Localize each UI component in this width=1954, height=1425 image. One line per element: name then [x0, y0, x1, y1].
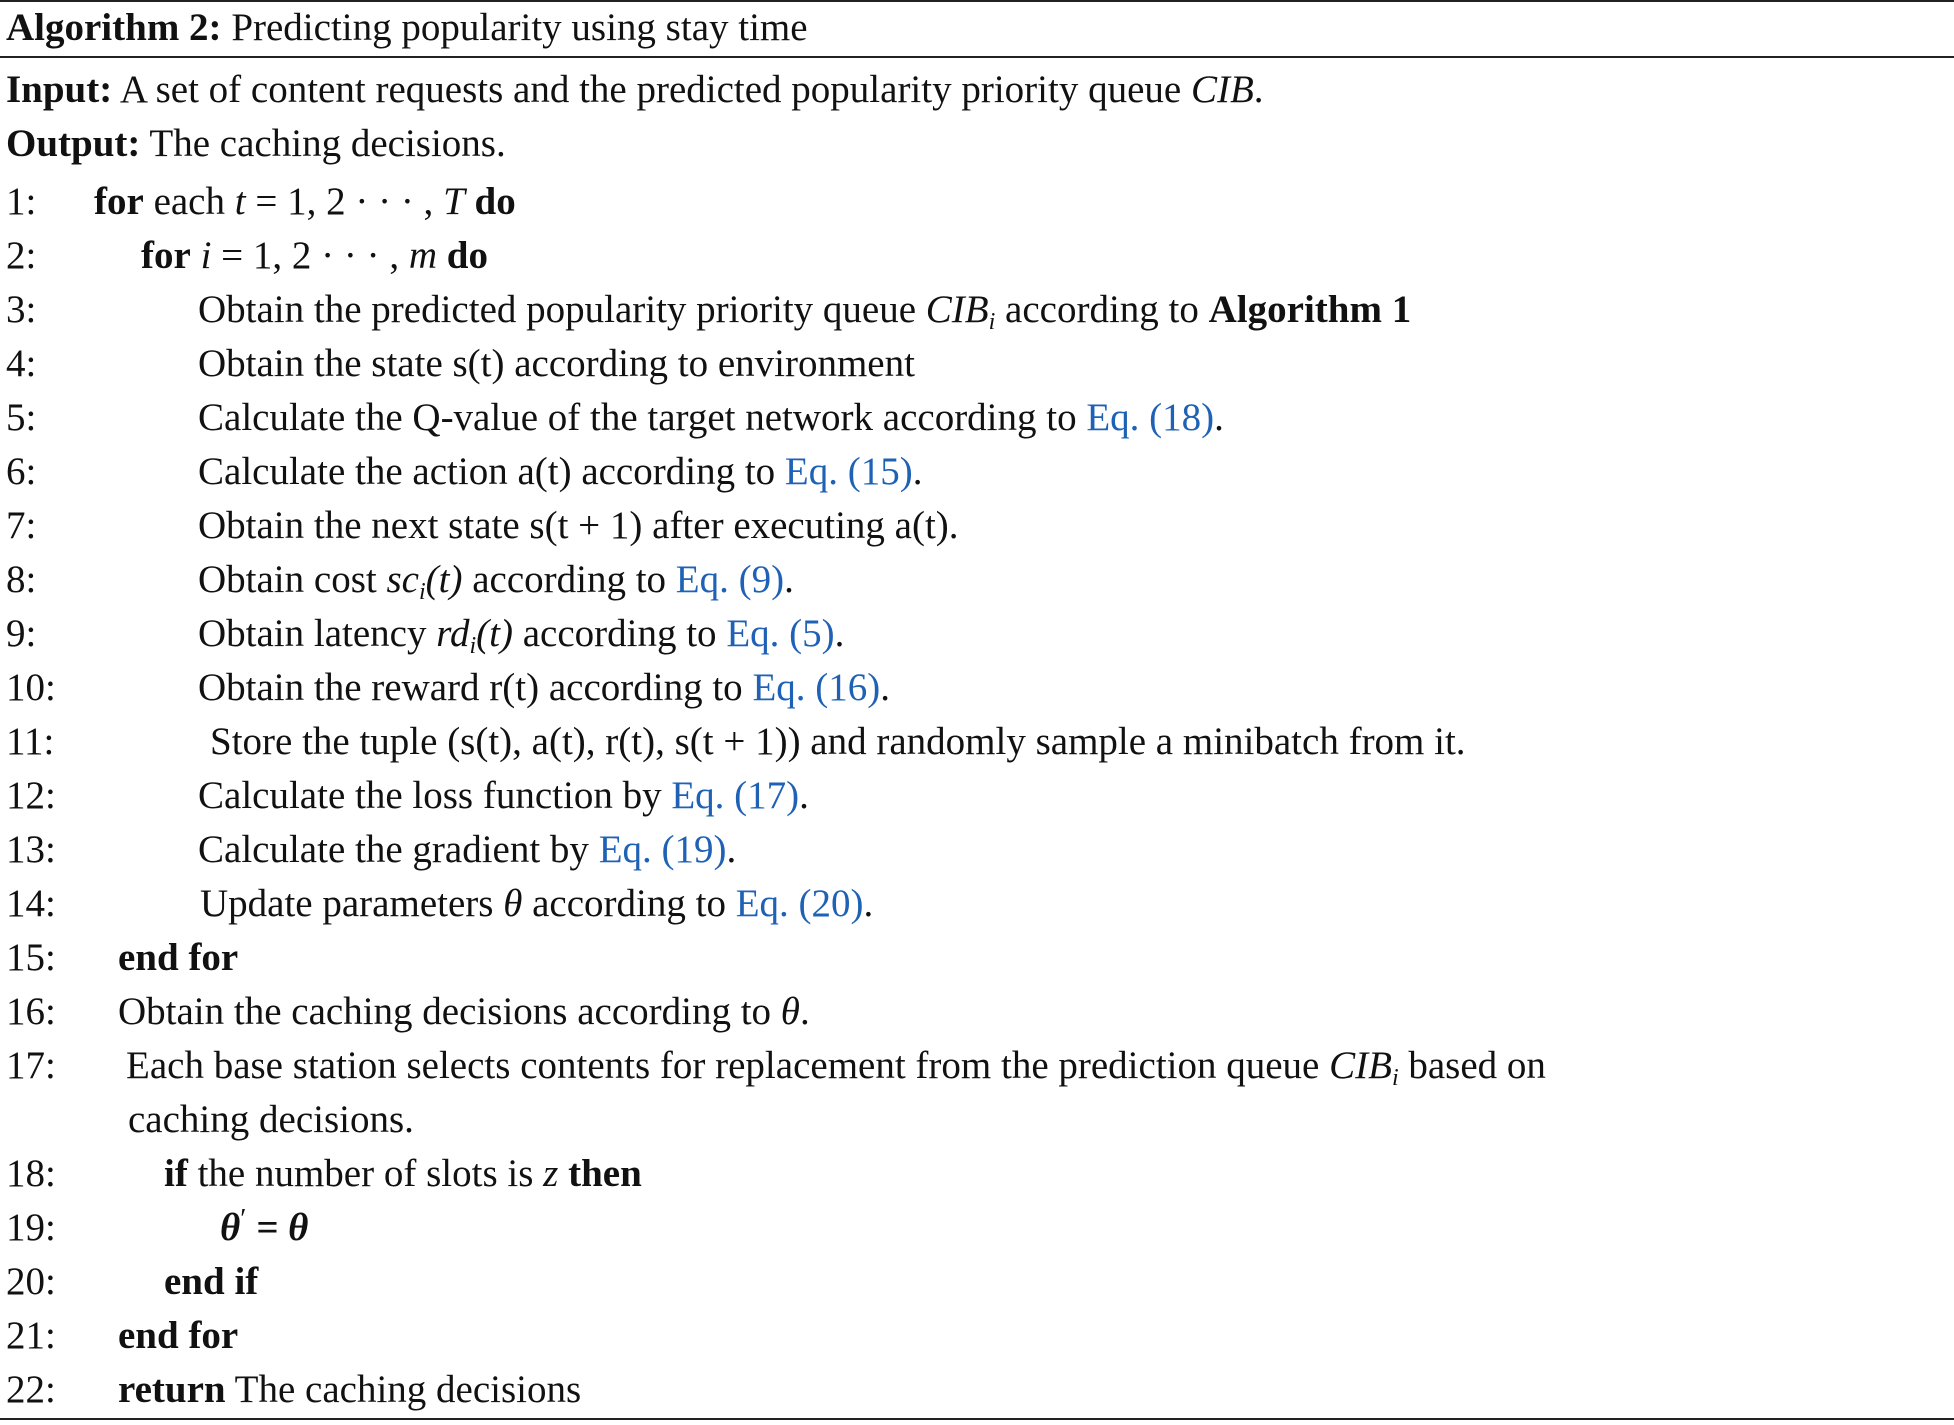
line-body [198, 283, 1411, 342]
line-number: 5: [6, 396, 37, 439]
line-number: 14: [6, 882, 56, 925]
keyword-end-for: end for [118, 936, 239, 979]
text: Calculate the Q-value of the target network according to [198, 396, 1087, 439]
line-number: 10: [6, 666, 56, 709]
text: . [799, 774, 809, 817]
line-body [118, 985, 810, 1039]
line-number: 2: [6, 234, 37, 277]
line-body [210, 715, 1466, 769]
keyword-for: for [94, 180, 144, 223]
bottom-rule [0, 1418, 1954, 1420]
text: = 1, 2 · · · , [245, 180, 444, 223]
line-body [118, 931, 238, 985]
line-body [198, 337, 915, 391]
line-number: 8: [6, 558, 37, 601]
text: Obtain the state s(t) according to environment [198, 342, 915, 385]
keyword-for: for [141, 234, 191, 277]
subscript-i: i [1391, 1065, 1399, 1091]
line-body [118, 1309, 238, 1363]
algorithm-title [6, 6, 808, 50]
math-cib: CIB [925, 288, 989, 331]
subscript-i: i [418, 579, 426, 605]
text: Obtain the predicted popularity priority queue [198, 288, 926, 331]
line-body [198, 553, 794, 612]
line-body [198, 769, 809, 823]
equation-link[interactable]: Eq. (17) [671, 774, 800, 817]
text: . [726, 828, 737, 871]
math-z: z [543, 1152, 559, 1195]
line-number: 16: [6, 990, 56, 1033]
line-body [164, 1255, 258, 1309]
line-number: 11: [6, 720, 55, 763]
text: Obtain the next state s(t + 1) after executing a(t). [198, 504, 959, 547]
output-line [6, 122, 506, 166]
top-rule [0, 0, 1954, 2]
line-body [198, 607, 844, 666]
keyword-do: do [464, 180, 516, 223]
math-theta: θ [503, 882, 523, 925]
equation-link[interactable]: Eq. (5) [726, 612, 835, 655]
text: Store the tuple (s(t), a(t), r(t), s(t + 1)) and randomly sample a minibatch from it. [210, 720, 1466, 763]
line-body [198, 661, 890, 715]
title-rule [0, 56, 1954, 58]
output-text: The caching decisions. [149, 122, 506, 165]
line-number: 13: [6, 828, 56, 871]
text: according to [995, 288, 1209, 331]
line-body [198, 391, 1224, 445]
line-body [164, 1147, 642, 1201]
line-number: 7: [6, 504, 37, 547]
line-number: 9: [6, 612, 37, 655]
math-of-t: (t) [425, 558, 463, 601]
math-t: t [234, 180, 246, 223]
algorithm-label: Algorithm 2: [6, 6, 222, 49]
equation-link[interactable]: Eq. (20) [735, 882, 864, 925]
text: The caching decisions [225, 1368, 582, 1411]
math-T: T [443, 180, 465, 223]
keyword-do: do [437, 234, 488, 277]
line-body [220, 1201, 308, 1259]
equation-link[interactable]: Eq. (19) [598, 828, 727, 871]
line-number: 18: [6, 1152, 56, 1195]
math-theta: θ [780, 990, 800, 1033]
equation-link[interactable]: Eq. (18) [1086, 396, 1215, 439]
line-number: 15: [6, 936, 56, 979]
subscript-i: i [988, 309, 996, 335]
text: Each base station selects contents for replacement from the prediction queue [126, 1044, 1330, 1087]
equation-link[interactable]: Eq. (15) [784, 450, 913, 493]
text: Obtain cost [198, 558, 387, 601]
line-number: 19: [6, 1206, 56, 1249]
text: Update parameters [200, 882, 504, 925]
text: each [143, 180, 235, 223]
algorithm-1-ref: Algorithm 1 [1208, 288, 1412, 331]
line-body [94, 175, 516, 229]
math-sc: sc [386, 558, 419, 601]
text: . [1214, 396, 1224, 439]
text: . [912, 450, 923, 493]
line-body [118, 1363, 581, 1417]
line-body [141, 229, 488, 283]
text: Calculate the loss function by [198, 774, 672, 817]
line-body [128, 1093, 414, 1147]
input-cib: CIB [1190, 68, 1254, 111]
line-body [126, 1039, 1546, 1098]
line-body [198, 823, 736, 877]
line-number: 3: [6, 288, 37, 331]
math-m: m [408, 234, 438, 277]
line-number: 6: [6, 450, 37, 493]
text: Calculate the action a(t) according to [198, 450, 785, 493]
line-body [198, 499, 959, 553]
line-number: 22: [6, 1368, 56, 1411]
line-number: 20: [6, 1260, 56, 1303]
text: . [834, 612, 845, 655]
text: . [880, 666, 890, 709]
math-of-t: (t) [476, 612, 513, 655]
text [191, 234, 201, 277]
text: the number of slots is [187, 1152, 544, 1195]
line-number: 21: [6, 1314, 56, 1357]
equation-link[interactable]: Eq. (16) [752, 666, 881, 709]
text: according to [522, 882, 736, 925]
subscript-i: i [469, 633, 477, 659]
text: = 1, 2 · · · , [211, 234, 409, 277]
text: . [784, 558, 794, 601]
math-rd: rd [436, 612, 470, 655]
line-body [200, 877, 873, 931]
output-label: Output: [6, 122, 141, 165]
keyword-end-for: end for [118, 1314, 239, 1357]
prime-mark: ′ [240, 1204, 247, 1235]
text: Calculate the gradient by [198, 828, 599, 871]
text: caching decisions. [128, 1098, 414, 1141]
input-end: . [1253, 68, 1264, 111]
input-text: A set of content requests and the predicted popularity priority queue [119, 68, 1191, 111]
keyword-return: return [118, 1368, 226, 1411]
keyword-then: then [558, 1152, 642, 1195]
keyword-if: if [164, 1152, 188, 1195]
math-cib: CIB [1329, 1044, 1392, 1087]
algorithm-name: Predicting popularity using stay time [231, 6, 808, 49]
keyword-end-if: end if [164, 1260, 259, 1303]
equation-link[interactable]: Eq. (9) [675, 558, 785, 601]
text: based on [1398, 1044, 1546, 1087]
line-number: 4: [6, 342, 37, 385]
math-i: i [200, 234, 212, 277]
line-number: 1: [6, 180, 37, 223]
line-number: 17: [6, 1044, 56, 1087]
text: . [863, 882, 874, 925]
text: Obtain the caching decisions according to [118, 990, 781, 1033]
text: Obtain latency [198, 612, 437, 655]
math-equals-theta: = θ [246, 1206, 309, 1249]
text: according to [512, 612, 727, 655]
math-theta-prime: θ [220, 1206, 241, 1249]
text: . [799, 990, 810, 1033]
input-label: Input: [6, 68, 113, 111]
text: Obtain the reward r(t) according to [198, 666, 753, 709]
text: according to [462, 558, 676, 601]
input-line [6, 68, 1264, 112]
line-number: 12: [6, 774, 56, 817]
line-body [198, 445, 922, 499]
